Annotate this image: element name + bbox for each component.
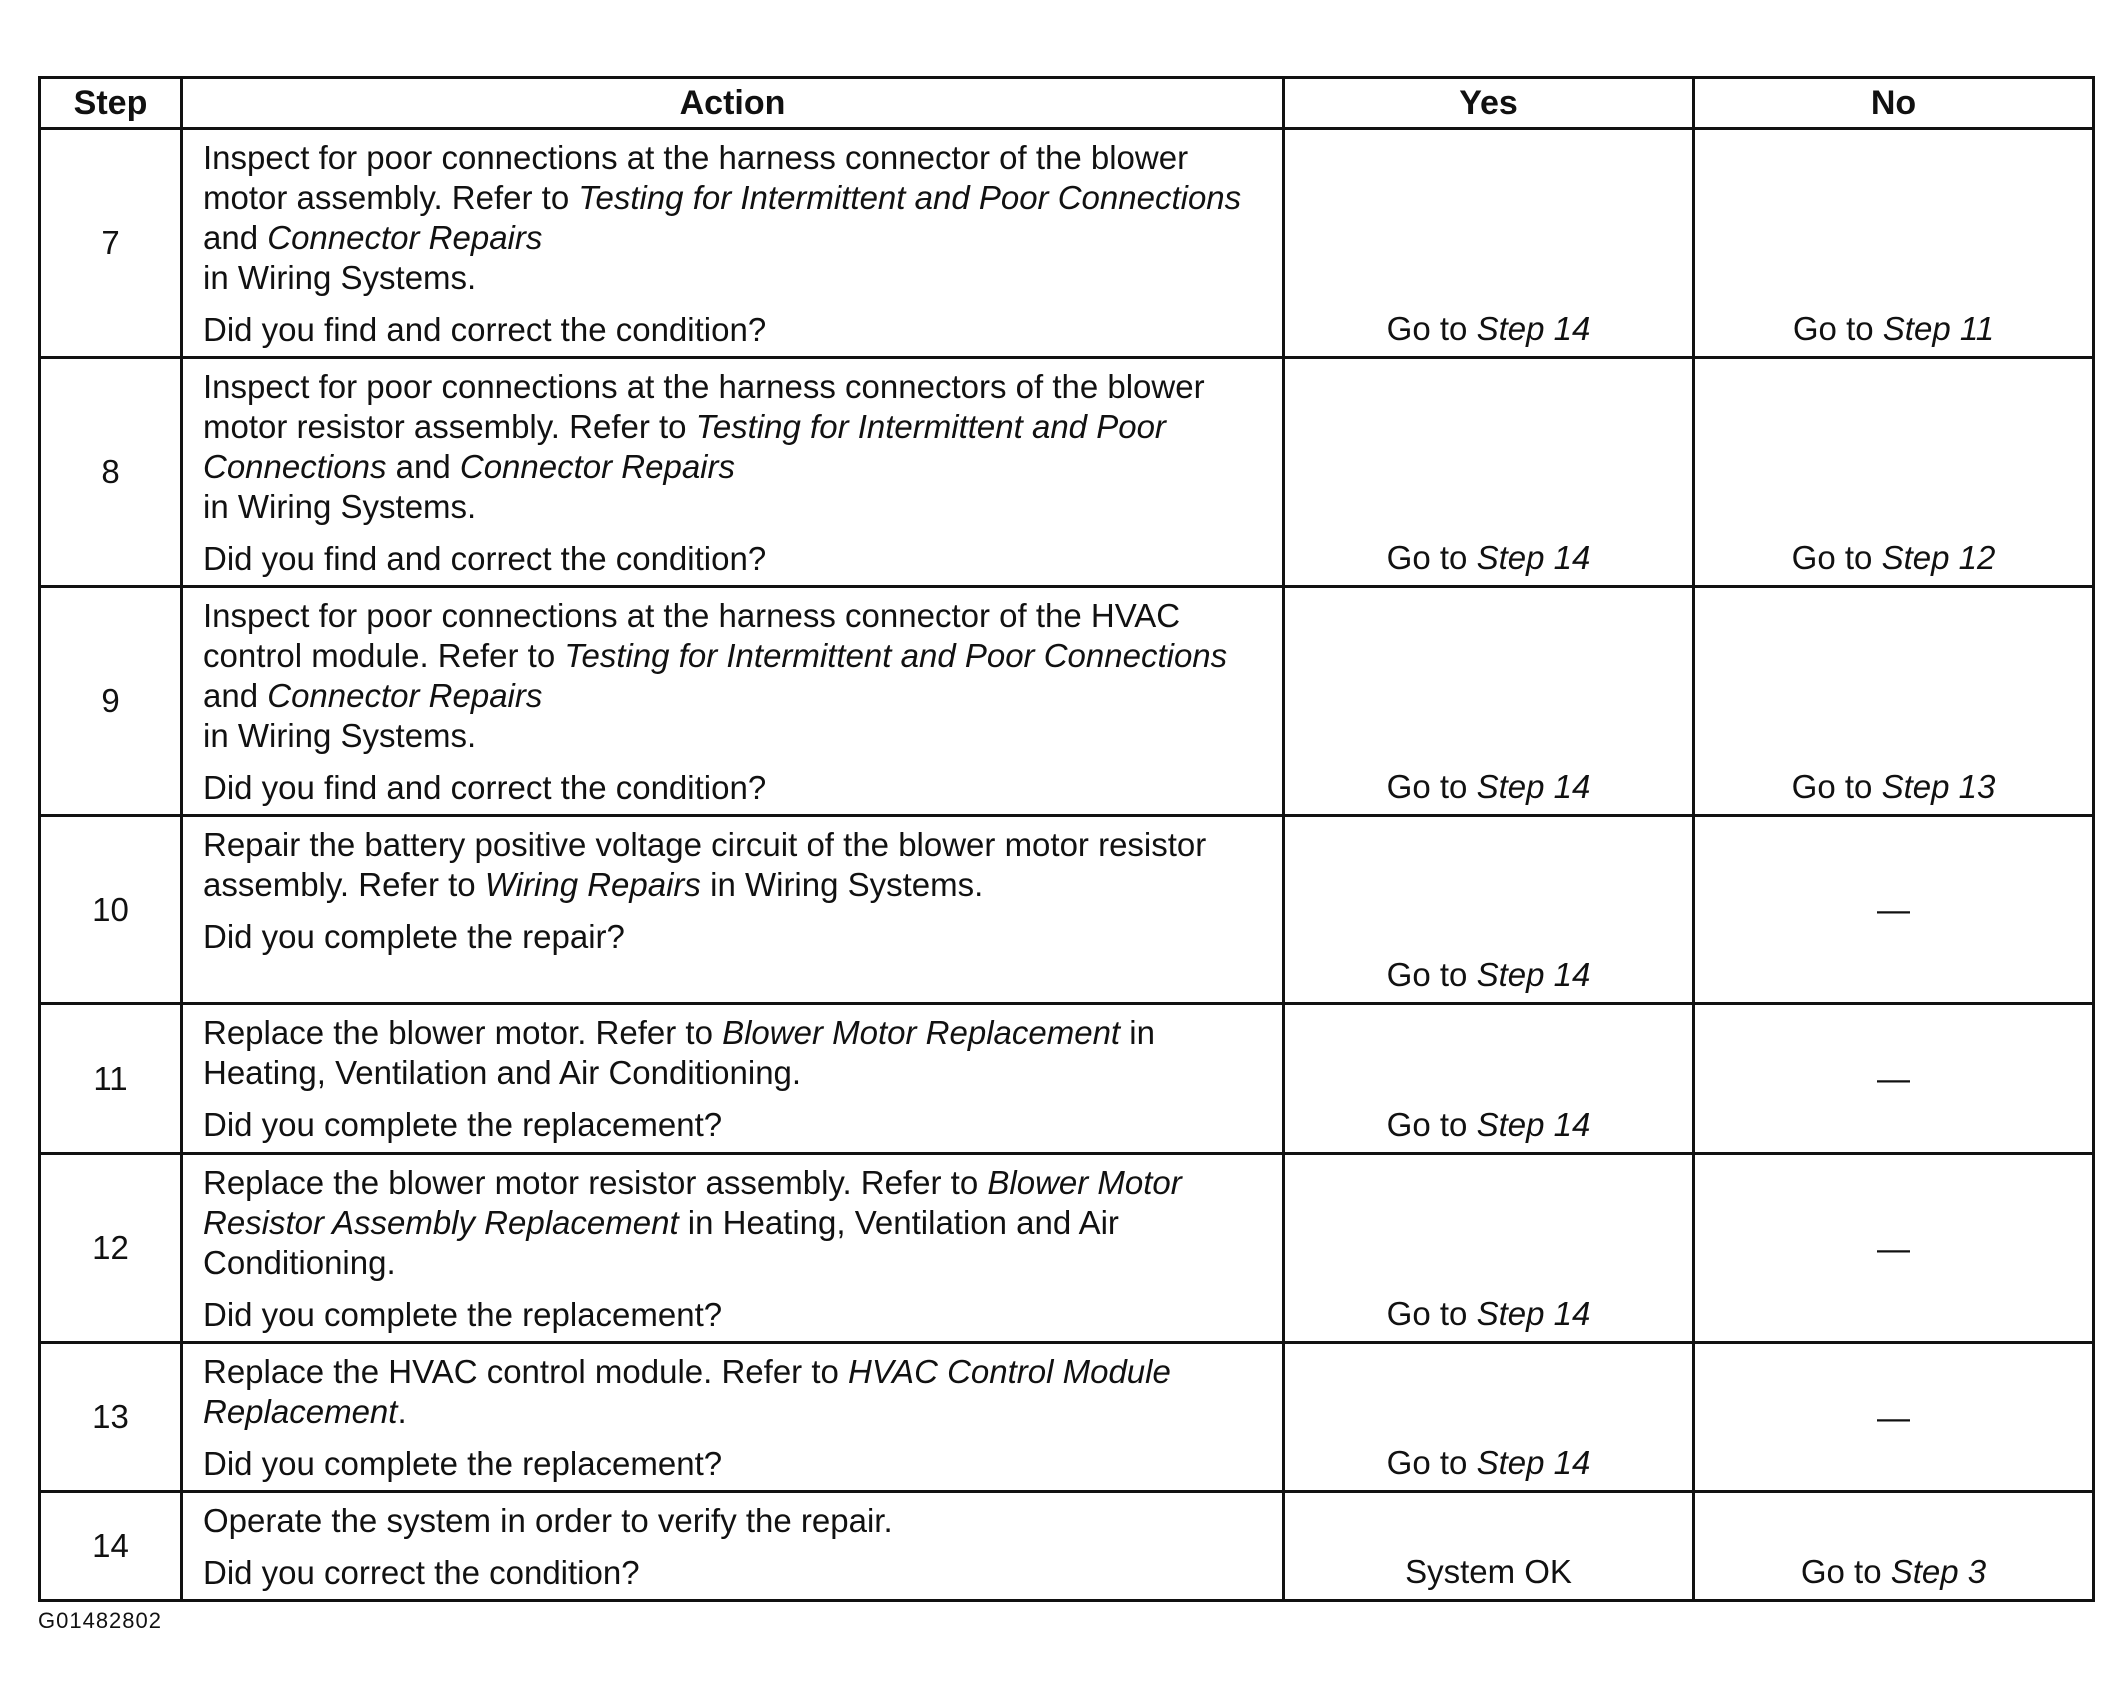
action-instruction: Replace the HVAC control module. Refer to HVAC Control Module Replacement. xyxy=(203,1353,1171,1430)
header-row xyxy=(40,78,2094,129)
reference-link: Testing for Intermittent and Poor Connections xyxy=(203,408,1166,485)
no-cell: — xyxy=(1694,1154,2094,1343)
reference-link: Connector Repairs xyxy=(267,677,543,714)
header-action: Action xyxy=(182,78,1284,129)
no-cell: Go to Step 3 xyxy=(1694,1492,2094,1601)
yes-cell: System OK xyxy=(1284,1492,1694,1601)
action-cell xyxy=(182,358,1284,587)
reference-link: Testing for Intermittent and Poor Connections xyxy=(578,179,1242,216)
action-question: Did you complete the replacement? xyxy=(203,1445,723,1482)
reference-link: HVAC Control Module Replacement xyxy=(203,1353,1171,1430)
step-number: 9 xyxy=(40,587,182,816)
table-row xyxy=(40,129,2094,358)
table-row xyxy=(40,1492,2094,1601)
header-step: Step xyxy=(40,78,182,129)
step-reference: Step 14 xyxy=(1476,1295,1591,1332)
yes-cell: Go to Step 14 xyxy=(1284,1154,1694,1343)
step-number: 10 xyxy=(40,816,182,1004)
no-cell: — xyxy=(1694,1343,2094,1492)
step-number: 8 xyxy=(40,358,182,587)
action-question: Did you find and correct the condition? xyxy=(203,540,767,577)
action-instruction: Inspect for poor connections at the harness connector of the blower motor assembly. Refer to Testing for Intermittent and Poor Connections and Connector Repairs in Wiring Systems. xyxy=(203,139,1242,296)
step-number: 7 xyxy=(40,129,182,358)
action-instruction: Replace the blower motor. Refer to Blower Motor Replacement in Heating, Ventilation and Air Conditioning. xyxy=(203,1014,1155,1091)
step-reference: Step 14 xyxy=(1476,768,1591,805)
step-reference: Step 13 xyxy=(1881,768,1996,805)
action-cell xyxy=(182,1492,1284,1601)
step-reference: Step 14 xyxy=(1476,1444,1591,1481)
figure-code: G01482802 xyxy=(38,1608,162,1633)
action-question: Did you find and correct the condition? xyxy=(203,311,767,348)
yes-cell: Go to Step 14 xyxy=(1284,358,1694,587)
step-number: 12 xyxy=(40,1154,182,1343)
step-reference: Step 14 xyxy=(1476,956,1591,993)
no-cell: Go to Step 11 xyxy=(1694,129,2094,358)
table-row xyxy=(40,587,2094,816)
yes-cell: Go to Step 14 xyxy=(1284,816,1694,1004)
table-row xyxy=(40,816,2094,1004)
step-number: 14 xyxy=(40,1492,182,1601)
step-reference: Step 14 xyxy=(1476,539,1591,576)
header-no: No xyxy=(1694,78,2094,129)
no-cell: Go to Step 12 xyxy=(1694,358,2094,587)
yes-cell: Go to Step 14 xyxy=(1284,129,1694,358)
action-question: Did you complete the repair? xyxy=(203,918,625,955)
no-cell: Go to Step 13 xyxy=(1694,587,2094,816)
table-row xyxy=(40,1343,2094,1492)
step-number: 11 xyxy=(40,1004,182,1154)
reference-link: Connector Repairs xyxy=(459,448,735,485)
reference-link: Testing for Intermittent and Poor Connections xyxy=(564,637,1228,674)
no-cell: — xyxy=(1694,816,2094,1004)
header-yes: Yes xyxy=(1284,78,1694,129)
action-cell xyxy=(182,816,1284,1004)
action-instruction: Repair the battery positive voltage circuit of the blower motor resistor assembly. Refer to Wiring Repairs in Wiring Systems. xyxy=(203,826,1207,903)
reference-link: Blower Motor Resistor Assembly Replacement xyxy=(203,1164,1182,1241)
step-reference: Step 3 xyxy=(1890,1553,1987,1590)
reference-link: Connector Repairs xyxy=(267,219,543,256)
action-question: Did you correct the condition? xyxy=(203,1554,640,1591)
action-cell xyxy=(182,587,1284,816)
step-reference: Step 12 xyxy=(1881,539,1996,576)
action-question: Did you find and correct the condition? xyxy=(203,769,767,806)
action-instruction: Operate the system in order to verify the repair. xyxy=(203,1502,893,1539)
yes-cell: Go to Step 14 xyxy=(1284,1004,1694,1154)
action-instruction: Inspect for poor connections at the harness connectors of the blower motor resistor assembly. Refer to Testing for Intermittent and Poor Connections and Connector Repairs in Wiring Systems. xyxy=(203,368,1205,525)
yes-cell: Go to Step 14 xyxy=(1284,1343,1694,1492)
action-cell xyxy=(182,1343,1284,1492)
step-reference: Step 14 xyxy=(1476,1106,1591,1143)
table-row xyxy=(40,1154,2094,1343)
reference-link: Blower Motor Replacement xyxy=(722,1014,1121,1051)
action-instruction: Replace the blower motor resistor assembly. Refer to Blower Motor Resistor Assembly Replacement in Heating, Ventilation and Air Conditioning. xyxy=(203,1164,1182,1281)
step-number: 13 xyxy=(40,1343,182,1492)
action-cell xyxy=(182,1004,1284,1154)
reference-link: Wiring Repairs xyxy=(484,866,701,903)
yes-cell: Go to Step 14 xyxy=(1284,587,1694,816)
action-question: Did you complete the replacement? xyxy=(203,1296,723,1333)
step-reference: Step 11 xyxy=(1882,310,1995,347)
action-instruction: Inspect for poor connections at the harness connector of the HVAC control module. Refer to Testing for Intermittent and Poor Connections and Connector Repairs in Wiring Systems. xyxy=(203,597,1228,754)
no-cell: — xyxy=(1694,1004,2094,1154)
diagnostic-table xyxy=(38,76,2095,1602)
action-cell xyxy=(182,129,1284,358)
action-question: Did you complete the replacement? xyxy=(203,1106,723,1143)
table-row xyxy=(40,1004,2094,1154)
step-reference: Step 14 xyxy=(1476,310,1591,347)
action-cell xyxy=(182,1154,1284,1343)
table-row xyxy=(40,358,2094,587)
